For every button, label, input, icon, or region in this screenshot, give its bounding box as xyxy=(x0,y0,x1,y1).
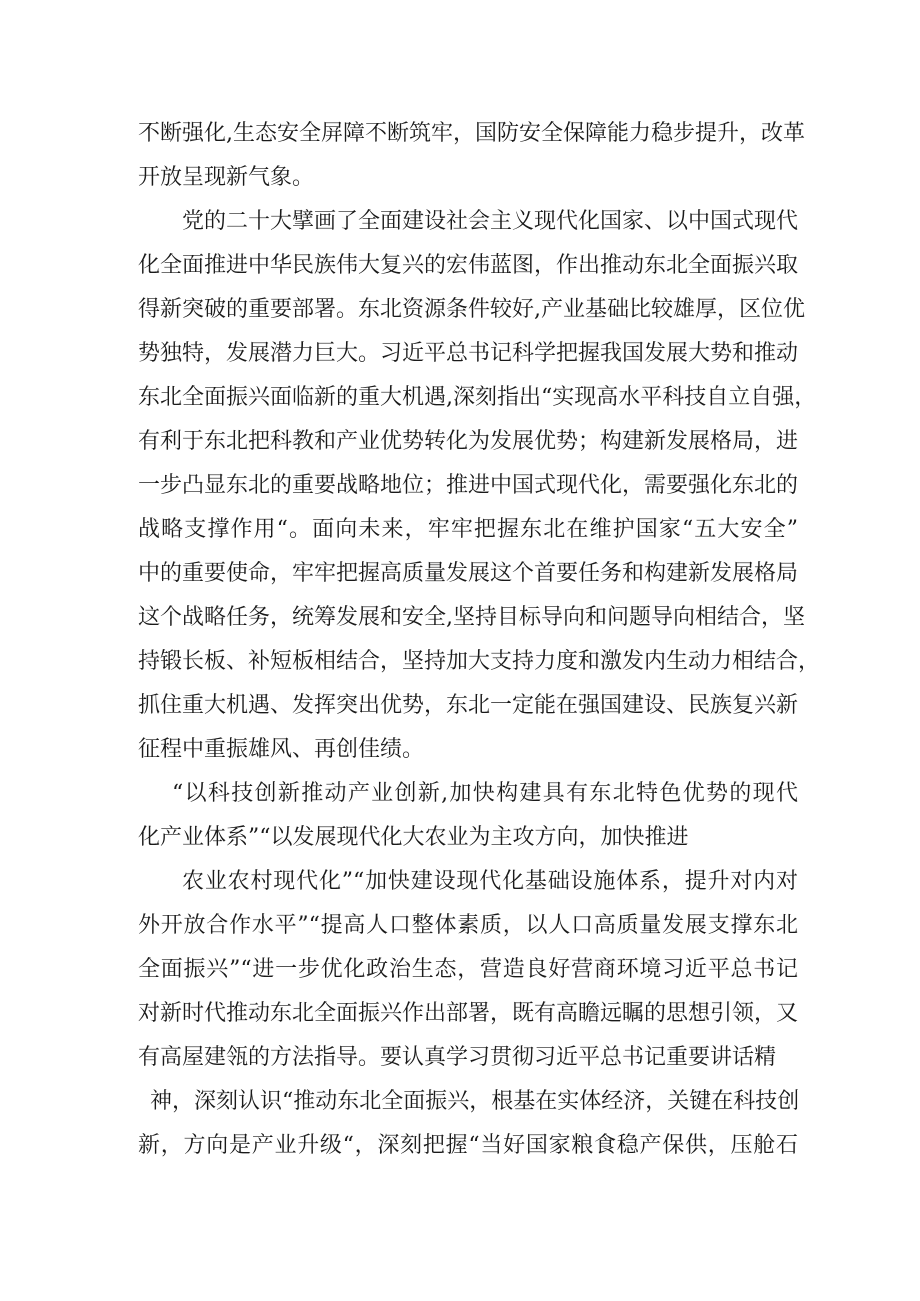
text-line: 这个战略任务，统筹发展和安全,坚持目标导向和问题导向相结合，坚 xyxy=(138,605,805,630)
text-line: 抓住重大机遇、发挥突出优势，东北一定能在强国建设、民族复兴新 xyxy=(138,693,799,718)
text-line: 战略支撑作用“。面向未来，牢牢把握东北在维护国家“五大安全” xyxy=(138,517,798,542)
text-line: 外开放合作水平”“提高人口整体素质，以人口高质量发展支撑东北 xyxy=(138,913,798,938)
text-line: 全面振兴”“进一步优化政治生态，营造良好营商环境习近平总书记 xyxy=(138,957,798,982)
text-line: 新，方向是产业升级“，深刻把握“当好国家粮食稳产保供，压舱石 xyxy=(138,1133,798,1158)
text-line: 东北全面振兴面临新的重大机遇,深刻指出“实现高水平科技自立自强， xyxy=(138,385,817,410)
text-line: 得新突破的重要部署。东北资源条件较好,产业基础比较雄厚，区位优 xyxy=(138,297,805,322)
text-line: 党的二十大擘画了全面建设社会主义现代化国家、以中国式现代 xyxy=(182,209,799,234)
text-line: 中的重要使命，牢牢把握高质量发展这个首要任务和构建新发展格局 xyxy=(138,561,799,586)
text-line: 势独特，发展潜力巨大。习近平总书记科学把握我国发展大势和推动 xyxy=(138,341,799,366)
text-line: 神，深刻认识“推动东北全面振兴，根基在实体经济，关键在科技创 xyxy=(150,1089,800,1114)
text-line: 一步凸显东北的重要战略地位；推进中国式现代化，需要强化东北的 xyxy=(138,473,799,498)
text-line: “以科技创新推动产业创新,加快构建具有东北特色优势的现代 xyxy=(172,781,798,806)
text-line: 开放呈现新气象。 xyxy=(138,165,315,190)
text-line: 不断强化,生态安全屏障不断筑牢，国防安全保障能力稳步提升，改革 xyxy=(138,121,805,146)
text-line: 对新时代推动东北全面振兴作出部署，既有高瞻远瞩的思想引领，又 xyxy=(138,1001,799,1026)
text-line: 有高屋建瓴的方法指导。要认真学习贯彻习近平总书记重要讲话精 xyxy=(138,1045,777,1070)
text-line: 农业农村现代化”“加快建设现代化基础设施体系，提升对内对 xyxy=(182,869,798,894)
text-line: 有利于东北把科教和产业优势转化为发展优势；构建新发展格局，进 xyxy=(138,429,799,454)
text-line: 征程中重振雄风、再创佳绩。 xyxy=(138,737,425,762)
text-line: 化全面推进中华民族伟大复兴的宏伟蓝图，作出推动东北全面振兴取 xyxy=(138,253,799,278)
text-line: 持锻长板、补短板相结合，坚持加大支持力度和激发内生动力相结合， xyxy=(138,649,821,674)
text-line: 化产业体系”“以发展现代化大农业为主攻方向，加快推进 xyxy=(138,825,689,850)
